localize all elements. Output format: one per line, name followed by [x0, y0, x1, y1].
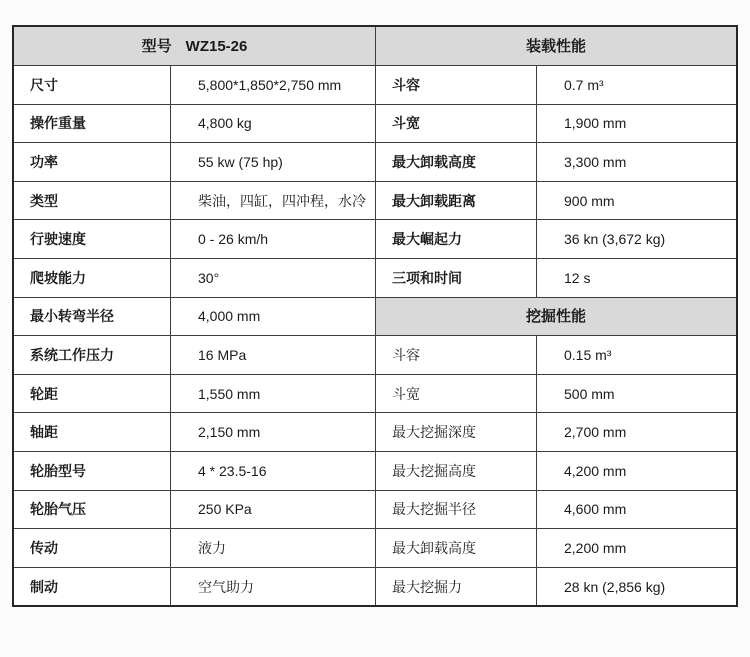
spec-row-label: 最大挖掘深度 [376, 413, 536, 451]
spec-row-value: 55 kw (75 hp) [171, 143, 375, 181]
section-header-loading-performance: 装载性能 [376, 27, 736, 65]
spec-row-value: 250 KPa [171, 491, 375, 529]
spec-row-label: 最小转弯半径 [14, 298, 170, 336]
model-header-cell [14, 27, 375, 65]
spec-row-value: 2,200 mm [537, 529, 736, 567]
spec-row-value: 2,150 mm [171, 413, 375, 451]
model-header-text [142, 39, 248, 54]
spec-row-value: 36 kn (3,672 kg) [537, 220, 736, 258]
spec-row-label: 传动 [14, 529, 170, 567]
spec-row-label: 爬坡能力 [14, 259, 170, 297]
spec-row-value: 柴油，四缸，四冲程，水冷 [171, 182, 375, 220]
spec-row-label: 斗容 [376, 66, 536, 104]
spec-row-label: 最大挖掘半径 [376, 491, 536, 529]
spec-row-label: 最大卸载高度 [376, 143, 536, 181]
spec-row-label: 操作重量 [14, 105, 170, 143]
spec-row-label: 最大挖掘力 [376, 568, 536, 606]
spec-row-value: 4 * 23.5-16 [171, 452, 375, 490]
spec-row-value: 空气助力 [171, 568, 375, 606]
spec-row-value: 5,800*1,850*2,750 mm [171, 66, 375, 104]
spec-row-value: 16 MPa [171, 336, 375, 374]
spec-row-value: 4,600 mm [537, 491, 736, 529]
spec-row-value: 28 kn (2,856 kg) [537, 568, 736, 606]
spec-row-label: 行驶速度 [14, 220, 170, 258]
spec-row-label: 轮胎气压 [14, 491, 170, 529]
spec-row-value: 4,200 mm [537, 452, 736, 490]
spec-row-value: 3,300 mm [537, 143, 736, 181]
spec-row-value: 4,800 kg [171, 105, 375, 143]
spec-row-value: 4,000 mm [171, 298, 375, 336]
spec-row-label: 最大崛起力 [376, 220, 536, 258]
spec-row-value: 900 mm [537, 182, 736, 220]
model-value: WZ15-26 [185, 37, 248, 55]
spec-row-value: 30° [171, 259, 375, 297]
spec-row-value: 12 s [537, 259, 736, 297]
spec-row-label: 最大卸载距离 [376, 182, 536, 220]
spec-row-label: 轴距 [14, 413, 170, 451]
spec-row-value: 1,550 mm [171, 375, 375, 413]
spec-row-label: 制动 [14, 568, 170, 606]
spec-table [12, 25, 738, 607]
spec-row-value: 0 - 26 km/h [171, 220, 375, 258]
spec-row-value: 0.15 m³ [537, 336, 736, 374]
spec-row-label: 三项和时间 [376, 259, 536, 297]
spec-row-label: 斗宽 [376, 105, 536, 143]
spec-row-label: 最大卸载高度 [376, 529, 536, 567]
spec-row-value: 0.7 m³ [537, 66, 736, 104]
spec-row-label: 最大挖掘高度 [376, 452, 536, 490]
spec-row-label: 斗容 [376, 336, 536, 374]
spec-row-value: 500 mm [537, 375, 736, 413]
spec-row-label: 尺寸 [14, 66, 170, 104]
model-label: 型号 [141, 37, 172, 55]
spec-row-label: 轮距 [14, 375, 170, 413]
section-header-digging-performance: 挖掘性能 [376, 298, 736, 336]
spec-row-label: 系统工作压力 [14, 336, 170, 374]
spec-row-value: 2,700 mm [537, 413, 736, 451]
spec-row-label: 轮胎型号 [14, 452, 170, 490]
spec-row-label: 功率 [14, 143, 170, 181]
spec-row-label: 斗宽 [376, 375, 536, 413]
spec-row-value: 液力 [171, 529, 375, 567]
spec-row-value: 1,900 mm [537, 105, 736, 143]
spec-row-label: 类型 [14, 182, 170, 220]
